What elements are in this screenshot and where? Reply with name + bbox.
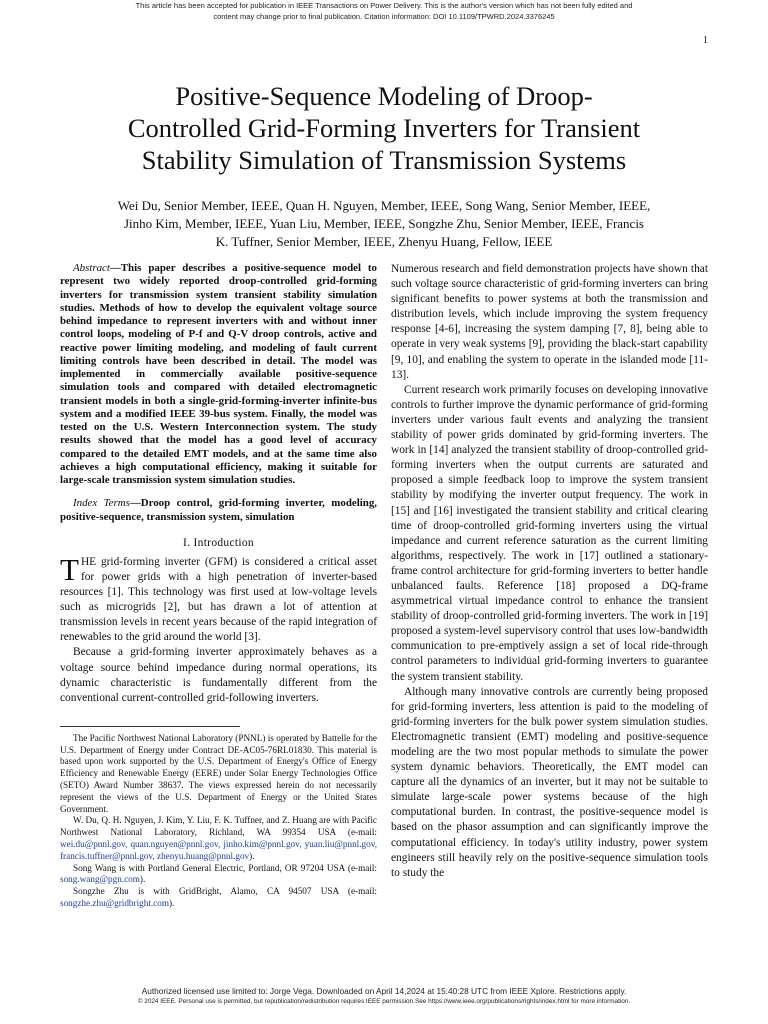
footnote-pnnl-end: ). <box>249 850 255 861</box>
page-footer <box>0 985 768 1007</box>
abstract-label: Abstract <box>73 262 110 274</box>
footnote-gridbright-text: Songzhe Zhu is with GridBright, Alamo, CA 94507 USA (e-mail: <box>73 886 377 897</box>
header-note-line1: This article has been accepted for publication in IEEE Transactions on Power Delivery. This is the author's version which has not been fully edited and <box>135 1 633 10</box>
author-list <box>60 197 708 251</box>
header-note-line2: content may change prior to final publication. Citation information: DOI 10.1109/TPWRD.2024.3376245 <box>213 12 555 21</box>
pnnl-email-links[interactable]: wei.du@pnnl.gov, quan.nguyen@pnnl.gov, jinho.kim@pnnl.gov, yuan.liu@pnnl.gov, francis.tuffner@pnnl.gov, zhenyu.huang@pnnl.gov <box>60 838 377 861</box>
drop-cap: T <box>60 551 79 587</box>
authors-line1: Wei Du, Senior Member, IEEE, Quan H. Nguyen, Member, IEEE, Song Wang, Senior Member, IEEE, <box>117 198 651 213</box>
intro-p1-text: HE grid-forming inverter (GFM) is considered a critical asset for power grids with a high penetration of inverter-based resources [1]. This technology was first used at low-voltage levels such as microgrids [2], but has drawn a lot of attention at transmission levels in recent years because of the rapid integration of renewables to the grid around the world [3]. <box>60 555 377 644</box>
title-line3: Stability Simulation of Transmission Systems <box>141 145 627 175</box>
footnote-pnnl-text: W. Du, Q. H. Nguyen, J. Kim, Y. Liu, F. K. Tuffner, and Z. Huang are with Pacific Northwest National Laboratory, Richland, WA 99354 USA (e-mail: <box>60 815 377 838</box>
right-column <box>391 262 708 881</box>
footnote-pge-end: ). <box>139 874 146 885</box>
index-terms <box>60 497 377 524</box>
footnote-gridbright-affiliation <box>60 886 377 910</box>
body-paragraph-1: Numerous research and field demonstration projects have shown that such voltage source characteristic of grid-forming inverters can bring significant benefits to power systems at both the transmission and distribution levels, which include improving the system frequency response [4-6], increasing the system damping [7, 8], being able to operate in very weak systems [9], providing the black-start capability [9, 10], and enabling the system to operate in the islanded mode [11-13]. <box>391 263 708 381</box>
intro-paragraph-2: Because a grid-forming inverter approximately behaves as a voltage source behind impedance during normal operations, its dynamic characteristic is fundamentally different from the conventional current-controlled grid-following inverters. <box>60 646 377 704</box>
index-terms-text: —Droop control, grid-forming inverter, modeling, positive-sequence, transmission system, simulation <box>60 497 377 523</box>
intro-paragraph-1 <box>60 551 377 646</box>
footnote-funding: The Pacific Northwest National Laboratory (PNNL) is operated by Battelle for the U.S. Department of Energy under Contract DE-AC05-76RL01830. This material is based upon work supported by the U.S. Department of Energy's Office of Energy Efficiency and Renewable Energy (EERE) under Solar Energy Technologies Office (SETO) Award Number 38637. The views expressed herein do not necessarily represent the views of the U.S. Department of Energy or the United States Government. <box>60 732 377 814</box>
authors-line3: K. Tuffner, Senior Member, IEEE, Zhenyu Huang, Fellow, IEEE <box>215 234 553 249</box>
footnote-gridbright-end: ). <box>169 897 175 908</box>
footnote-pnnl-affiliation <box>60 815 377 862</box>
body-paragraph-2: Current research work primarily focuses on developing innovative controls to further improve the dynamic performance of grid-forming inverters under various fault events and analyzing the transient stability of power grids dominated by grid-forming inverters. The work in [14] analyzed the transient stability of droop-controlled grid-forming inverters when the output currents are saturated and proposed a simple feedback loop to improve the system transient stability by modifying the inverter output frequency. The work in [15] and [16] investigated the transient stability and critical clearing time of droop-controlled grid-forming inverters using the virtual impedance and current reference saturation as the current limiting algorithms, respectively. The work in [17] outlined a stationary-frame control architecture for grid-forming inverters to better handle unbalanced faults. Reference [18] proposed a DQ-frame asymmetrical virtual impedance control to enhance the transient stability of droop-controlled grid-forming inverters. The work in [19] proposed a system-level supervisory control that uses low-bandwidth communication to pre-emptively assign a set of local ride-through control parameters to individual grid-forming inverters to guarantee the system transient stability. <box>391 383 708 683</box>
footnote-pge-text: Song Wang is with Portland General Electric, Portland, OR 97204 USA (e-mail: <box>73 862 377 873</box>
section-heading-introduction: I. Introduction <box>183 536 254 549</box>
title-line1: Positive-Sequence Modeling of Droop- <box>175 81 593 111</box>
header-note <box>0 0 768 22</box>
pge-email-link[interactable]: song.wang@pgn.com <box>60 874 140 885</box>
body-paragraph-3: Although many innovative controls are currently being proposed for grid-forming inverters, less attention is paid to the modeling of grid-forming inverters for the bulk power system simulation studies. Electromagnetic transient (EMT) modeling and positive-sequence modeling are the two most popular methods to simulate the power system dynamic behaviors. Theoretically, the EMT model can capture all the dynamics of an inverter, but it may not be suitable to simulate large-scale power systems because of the high computational burden. In contrast, the positive-sequence model is based on the phasor assumption and can significantly improve the computational efficiency. In today's utility industry, power system engineers still heavily rely on the positive-sequence simulation tools to study the <box>391 685 708 879</box>
paper-title <box>40 80 728 176</box>
title-line2: Controlled Grid-Forming Inverters for Transient <box>127 113 641 143</box>
left-column <box>60 262 377 910</box>
gridbright-email-link[interactable]: songzhe.zhu@gridbright.com <box>60 897 169 908</box>
abstract-text: —This paper describes a positive-sequence model to represent two widely reported droop-controlled grid-forming inverters for transmission system transient stability simulation studies. Methods of how to develop the equivalent voltage source behind impedance to represent inverters with and without inner control loops, modeling of P-f and Q-V droop controls, active and reactive power limiting modeling, and modeling of fault current limiting controls have been described in detail. The model was implemented in commercially available positive-sequence simulation tools and compared with detailed electromagnetic transient models in both a single-grid-forming-inverter infinite-bus system and a modified IEEE 39-bus system. Finally, the model was tested on the U.S. Western Interconnection system. The study results showed that the model has a good level of accuracy compared to the detailed EMT models, and at the same time also achieves a high computational efficiency, making it suitable for large-scale transmission system simulation studies. <box>60 262 377 486</box>
abstract <box>60 262 377 487</box>
authors-line2: Jinho Kim, Member, IEEE, Yuan Liu, Member, IEEE, Songzhe Zhu, Senior Member, IEEE, Francis <box>123 216 644 231</box>
footer-copyright-line: © 2024 IEEE. Personal use is permitted, but republication/redistribution requires IEEE permission.See https://www.ieee.org/publications/rights/index.html for more information. <box>137 998 631 1005</box>
footer-license-line: Authorized licensed use limited to: Jorge Vega. Downloaded on April 14,2024 at 15:40:28 UTC from IEEE Xplore. Restrictions apply. <box>141 986 627 996</box>
footnote-pge-affiliation <box>60 863 377 887</box>
footnote-divider <box>60 726 240 727</box>
page-number: 1 <box>703 35 708 46</box>
index-terms-label: Index Terms <box>73 497 130 510</box>
